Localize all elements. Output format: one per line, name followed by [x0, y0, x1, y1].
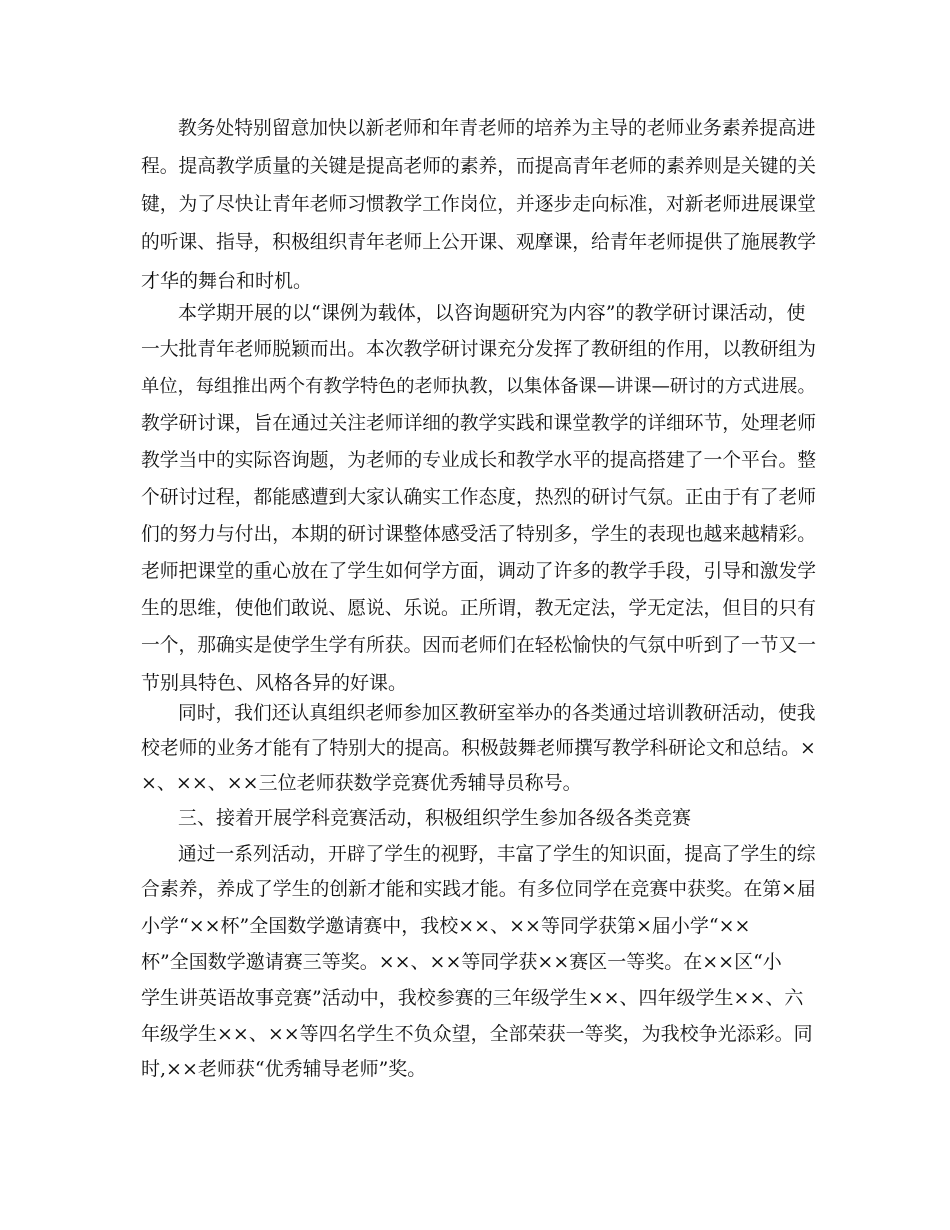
paragraph-4-line-4: 杯”全国数学邀请赛三等奖。××、××等同学获××赛区一等奖。在××区“小: [141, 951, 782, 973]
paragraph-1-line-3: 键，为了尽快让青年老师习惯教学工作岗位，并逐步走向标准，对新老师进展课堂: [141, 194, 816, 215]
paragraph-2-line-7: 们的努力与付出，本期的研讨课整体感受活了特别多，学生的表现也越来越精彩。: [141, 524, 816, 545]
paragraph-3-line-3: ×、××、××三位老师获数学竞赛优秀辅导员称号。: [141, 772, 582, 794]
paragraph-3-line-2: 校老师的业务才能有了特别大的提高。积极鼓舞老师撰写教学科研论文和总结。×: [141, 738, 816, 759]
paragraph-1-line-4: 的听课、指导，积极组织青年老师上公开课、观摩课，给青年老师提供了施展教学: [141, 232, 816, 253]
paragraph-2-line-8: 老师把课堂的重心放在了学生如何学方面，调动了许多的教学手段，引导和激发学: [141, 561, 816, 582]
paragraph-2-line-6: 个研讨过程，都能感遭到大家认确实工作态度，热烈的研讨气氛。正由于有了老师: [141, 487, 816, 508]
paragraph-2-line-3: 单位，每组推出两个有教学特色的老师执教，以集体备课—讲课—研讨的方式进展。: [141, 376, 816, 397]
paragraph-2-line-2: 一大批青年老师脱颖而出。本次教学研讨课充分发挥了教研组的作用，以教研组为: [141, 339, 816, 360]
paragraph-4-line-3: 小学“××杯”全国数学邀请赛中，我校××、××等同学获第×届小学“××: [141, 915, 751, 937]
paragraph-4-line-1: 通过一系列活动，开辟了学生的视野，丰富了学生的知识面，提高了学生的综: [178, 844, 816, 865]
paragraph-4-line-6: 年级学生××、××等四名学生不负众望，全部荣获一等奖，为我校争光添彩。同: [141, 1023, 813, 1045]
paragraph-4-line-7: 时,××老师获“优秀辅导老师”奖。: [141, 1058, 427, 1080]
paragraph-4-line-5: 学生讲英语故事竞赛”活动中，我校参赛的三年级学生××、四年级学生××、六: [141, 987, 804, 1009]
paragraph-2-line-1: 本学期开展的以“课例为载体，以咨询题研究为内容”的教学研讨课活动，使: [178, 302, 806, 324]
section-heading-3: 三、接着开展学科竞赛活动，积极组织学生参加各级各类竞赛: [178, 807, 692, 829]
paragraph-3-line-1: 同时，我们还认真组织老师参加区教研室举办的各类通过培训教研活动，使我: [178, 703, 816, 724]
paragraph-4-line-2: 合素养，养成了学生的创新才能和实践才能。有多位同学在竞赛中获奖。在第×届: [141, 879, 816, 900]
paragraph-2-line-10: 一个，那确实是使学生学有所获。因而老师们在轻松愉快的气氛中听到了一节又一: [141, 635, 816, 656]
paragraph-2-line-5: 教学当中的实际咨询题，为老师的专业成长和教学水平的提高搭建了一个平台。整: [141, 450, 816, 471]
paragraph-2-line-4: 教学研讨课，旨在通过关注老师详细的教学实践和课堂教学的详细环节，处理老师: [141, 413, 816, 434]
paragraph-1-line-5: 才华的舞台和时机。: [141, 270, 313, 292]
paragraph-1-line-2: 程。提高教学质量的关键是提高老师的素养，而提高青年老师的素养则是关键的关: [141, 156, 816, 177]
paragraph-1-line-1: 教务处特别留意加快以新老师和年青老师的培养为主导的老师业务素养提高进: [178, 118, 816, 139]
paragraph-2-line-9: 生的思维，使他们敢说、愿说、乐说。正所谓，教无定法，学无定法，但目的只有: [141, 598, 816, 619]
paragraph-2-line-11: 节别具特色、风格各异的好课。: [141, 672, 408, 694]
